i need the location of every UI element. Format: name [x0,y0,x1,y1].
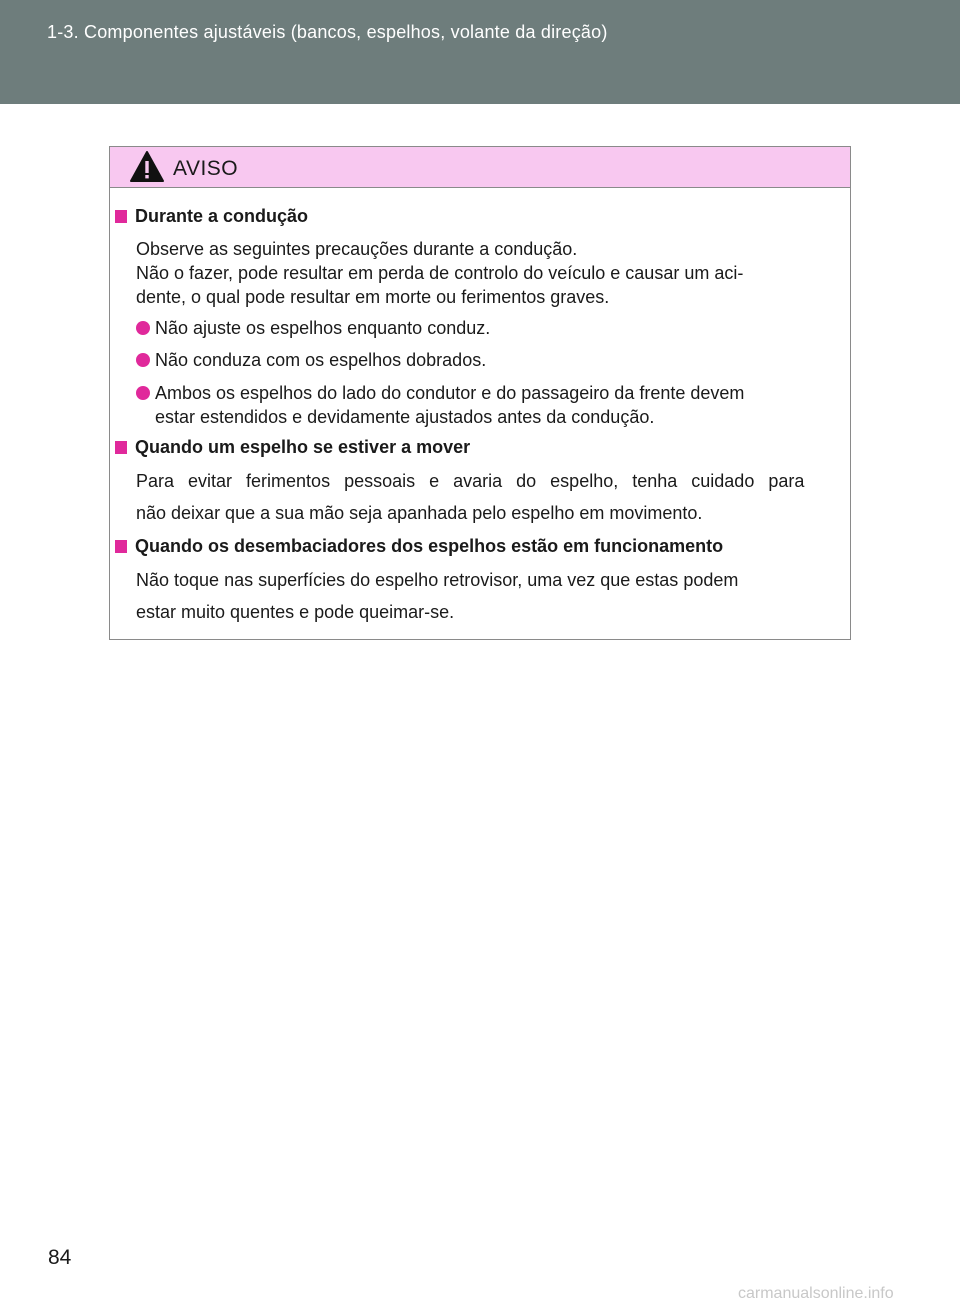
list-item: Ambos os espelhos do lado do condutor e do passageiro da frente devem estar estendidos e devidamente ajustados antes da condução. [136,381,854,429]
square-bullet-icon [115,441,127,454]
section-paragraph-continued: não deixar que a sua mão seja apanhada pelo espelho em movimento. [136,503,703,523]
section-title: 1-3. Componentes ajustáveis (bancos, espelhos, volante da direção) [47,22,608,42]
section-heading: Quando os desembaciadores dos espelhos estão em funcionamento [115,536,723,557]
square-bullet-icon [115,540,127,553]
section-paragraph: Para evitar ferimentos pessoais e avaria do espelho, tenha cuidado para [136,471,805,491]
warning-triangle-icon [129,150,165,184]
warning-title: AVISO [173,157,239,180]
section-heading: Durante a condução [115,206,308,227]
list-item: Não ajuste os espelhos enquanto conduz. [136,316,854,340]
square-bullet-icon [115,210,127,223]
watermark: carmanualsonline.info [738,1285,894,1302]
warning-header [110,147,850,188]
section-heading: Quando um espelho se estiver a mover [115,437,470,458]
section-paragraph-continued: estar muito quentes e pode queimar-se. [136,602,455,622]
section-paragraph: Não toque nas superfícies do espelho retrovisor, uma vez que estas podem [136,570,739,590]
warning-box [109,146,851,640]
round-bullet-icon [136,353,150,367]
list-item: Não conduza com os espelhos dobrados. [136,348,854,372]
page-number: 84 [48,1246,72,1269]
round-bullet-icon [136,386,150,400]
round-bullet-icon [136,321,150,335]
page-header [0,0,960,104]
section-paragraph: Observe as seguintes precauções durante a condução. Não o fazer, pode resultar em perda de controlo do veículo e causar um aci- dente, o qual pode resultar em morte ou ferimentos graves. [136,239,744,307]
